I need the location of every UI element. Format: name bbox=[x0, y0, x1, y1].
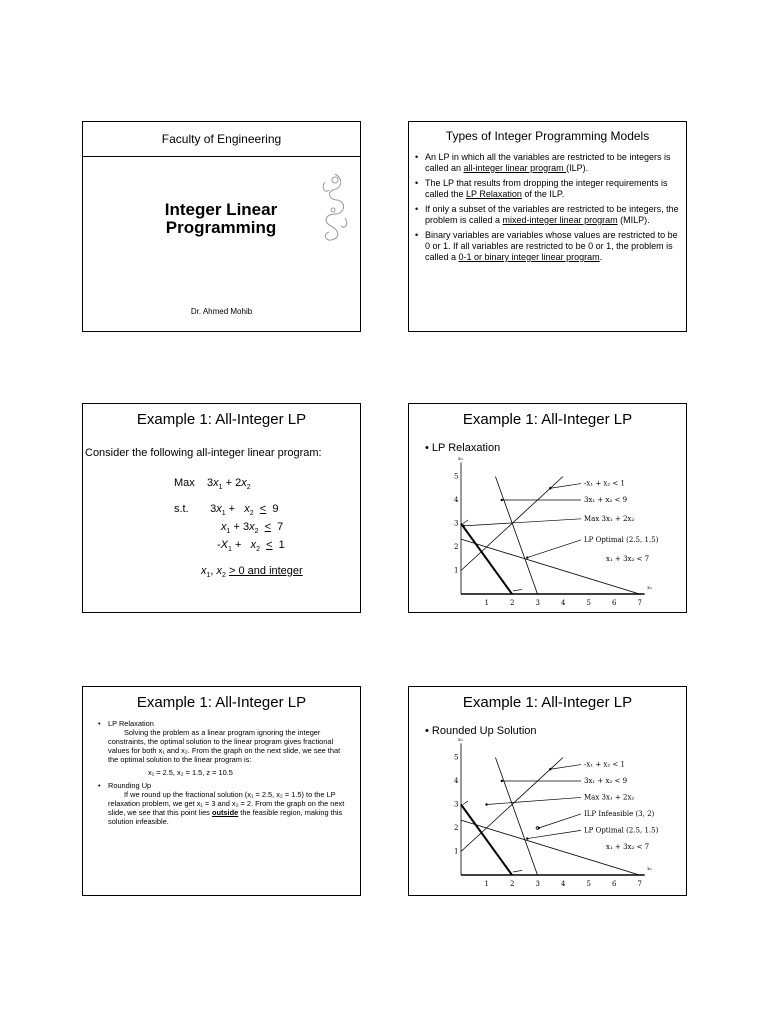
y-tick-label: 2 bbox=[454, 543, 459, 551]
slide-rounded-up-graph bbox=[408, 686, 687, 896]
arrow-head bbox=[462, 525, 464, 527]
x-tick-label: 7 bbox=[637, 599, 642, 607]
x-tick-label: 1 bbox=[484, 880, 489, 888]
slide-title: Types of Integer Programming Models bbox=[445, 129, 650, 143]
constraint-label: -x₁ + x₂ < 1 bbox=[584, 760, 625, 769]
list-item: • LP Relaxation Solving the problem as a linear program ignoring the integer constraints, the optimal solution to the linear program gives fractional values for both x₁ and x₂. From the graph on the next slide, we see that the optimal solution to the linear program is: x₁ = 2.5, x₂ = 1.5, z = 10.5 bbox=[108, 719, 352, 777]
faculty-header: Faculty of Engineering bbox=[83, 122, 360, 157]
constraint-label: 3x₁ + x₂ < 9 bbox=[584, 777, 628, 785]
y-axis-label: x₂ bbox=[458, 456, 463, 463]
objective-line bbox=[461, 805, 512, 876]
x-axis-label: x₁ bbox=[647, 585, 652, 591]
lp-relaxation-graph bbox=[409, 452, 687, 612]
y-tick-label: 1 bbox=[454, 566, 459, 575]
lp-relaxation-text: Solving the problem as a linear program ignoring the integer constraints, the optimal solution to the linear program gives fractional values for both x₁ and x₂. From the graph on the next slide, we see that the optimal solution to the linear program is: bbox=[108, 728, 341, 764]
constraint-label: Max 3x₁ + 2x₂ bbox=[584, 514, 635, 523]
x-axis-label: x₁ bbox=[647, 866, 652, 872]
y-tick-label: 3 bbox=[454, 519, 459, 528]
objective-line bbox=[461, 524, 512, 595]
arrow-head bbox=[526, 837, 528, 839]
x-tick-label: 5 bbox=[586, 880, 591, 888]
bullet-lp-relaxation: • LP Relaxation bbox=[425, 442, 500, 454]
objective: Max $3x_1 + 2x_2$ bbox=[174, 477, 251, 492]
constraint-label: ILP Infeasible (3, 2) bbox=[584, 809, 655, 818]
slide-rounding-text bbox=[82, 686, 361, 896]
nonnegativity: $x_1$, $x_2 > 0$ and integer bbox=[201, 565, 303, 580]
y-tick-label: 5 bbox=[454, 472, 459, 481]
arrow-head bbox=[501, 780, 503, 782]
x-tick-label: 3 bbox=[535, 599, 540, 607]
list-item: • An LP in which all the variables are restricted to be integers is called an all-integer linear program (ILP). bbox=[425, 152, 680, 174]
y-axis-label: x₂ bbox=[458, 737, 463, 744]
y-tick-label: 4 bbox=[454, 777, 459, 785]
slide-title: Example 1: All-Integer LP bbox=[136, 694, 307, 711]
callout-arrow bbox=[464, 519, 581, 526]
constraint-label: LP Optimal (2.5, 1.5) bbox=[584, 535, 659, 544]
types-list bbox=[409, 152, 686, 263]
objective-arrow bbox=[463, 801, 468, 805]
list-item: • If only a subset of the variables are restricted to be integers, the problem is called a mixed-integer linear program (MILP). bbox=[425, 204, 680, 226]
arrow-head bbox=[549, 768, 551, 770]
arrow-head bbox=[549, 487, 551, 489]
constraint-label: 3x₁ + x₂ < 9 bbox=[584, 496, 628, 504]
deck-title bbox=[141, 201, 301, 237]
constraint-line-3 bbox=[461, 539, 640, 594]
constraint-label: Max 3x₁ + 2x₂ bbox=[584, 793, 635, 802]
objective-arrow bbox=[513, 870, 522, 872]
x-tick-label: 3 bbox=[535, 880, 540, 888]
bullet-rounded-up: • Rounded Up Solution bbox=[425, 725, 537, 737]
deck-title-line1: Integer Linear bbox=[164, 200, 278, 219]
arrow-head bbox=[526, 556, 528, 558]
slide-title bbox=[82, 121, 361, 332]
x-tick-label: 2 bbox=[510, 880, 515, 888]
intro-text: Consider the following all-integer linear program: bbox=[85, 447, 322, 459]
callout-arrow bbox=[527, 540, 581, 558]
ornament-icon bbox=[319, 170, 351, 245]
slide-title: Example 1: All-Integer LP bbox=[462, 694, 633, 711]
x-tick-label: 5 bbox=[586, 599, 591, 607]
list-item: • Rounding Up If we round up the fractional solution (x₁ = 2.5, x₂ = 1.5) to the LP relaxation problem, we get x₁ = 3 and x₂ = 2. From the graph on the next slide, we see that this point lies outside the feasible region, making this solution infeasible. bbox=[108, 781, 352, 826]
y-tick-label: 2 bbox=[454, 824, 459, 832]
callout-arrow bbox=[539, 814, 581, 828]
constraint-2: $x_1 + 3x_2 < 7$ bbox=[221, 521, 284, 536]
rounded-up-graph bbox=[409, 733, 687, 893]
y-tick-label: 3 bbox=[454, 800, 459, 809]
constraint-label: x₁ + 3x₂ < 7 bbox=[606, 842, 650, 851]
lp-solution: x₁ = 2.5, x₂ = 1.5, z = 10.5 bbox=[148, 768, 233, 777]
x-tick-label: 7 bbox=[637, 880, 642, 888]
list-item: • The LP that results from dropping the integer requirements is called the LP Relaxation of the ILP. bbox=[425, 178, 680, 200]
callout-arrow bbox=[527, 830, 581, 838]
x-tick-label: 6 bbox=[612, 880, 617, 888]
y-tick-label: 1 bbox=[454, 847, 459, 856]
arrow-head bbox=[485, 803, 487, 805]
constraint-3: $-X_1 + x_2 < 1$ bbox=[217, 539, 285, 554]
objective-arrow bbox=[463, 520, 468, 524]
y-tick-label: 5 bbox=[454, 753, 459, 762]
arrow-head bbox=[501, 499, 503, 501]
explanation-list bbox=[83, 719, 360, 826]
x-tick-label: 2 bbox=[510, 599, 515, 607]
constraint-label: LP Optimal (2.5, 1.5) bbox=[584, 826, 659, 835]
objective-arrow bbox=[513, 589, 522, 591]
callout-arrow bbox=[487, 797, 582, 804]
constraint-line-2 bbox=[495, 477, 537, 595]
y-tick-label: 4 bbox=[454, 496, 459, 504]
rounding-text: If we round up the fractional solution (x₁ = 2.5, x₂ = 1.5) to the LP relaxation problem, we get x₁ = 3 and x₂ = 2. From the graph on the next slide, we see that this point lies outside the feasible region, making this solution infeasible. bbox=[108, 790, 345, 826]
x-tick-label: 6 bbox=[612, 599, 617, 607]
slide-example-model bbox=[82, 403, 361, 613]
slide-title: Example 1: All-Integer LP bbox=[462, 411, 633, 428]
constraint-1: s.t. $3x_1 + x_2 < 9$ bbox=[174, 503, 279, 518]
x-tick-label: 1 bbox=[484, 599, 489, 607]
x-tick-label: 4 bbox=[561, 880, 566, 888]
author-name: Dr. Ahmed Mohib bbox=[190, 307, 253, 316]
deck-title-line2: Programming bbox=[165, 218, 277, 237]
slide-title: Example 1: All-Integer LP bbox=[136, 411, 307, 428]
slide-types bbox=[408, 121, 687, 332]
constraint-line-2 bbox=[495, 758, 537, 876]
slide-lp-relaxation-graph bbox=[408, 403, 687, 613]
constraint-label: x₁ + 3x₂ < 7 bbox=[606, 554, 650, 563]
list-item: • Binary variables are variables whose values are restricted to be 0 or 1. If all variables are restricted to be 0 or 1, the problem is called a 0-1 or binary integer linear program. bbox=[425, 230, 680, 263]
constraint-label: -x₁ + x₂ < 1 bbox=[584, 479, 625, 488]
x-tick-label: 4 bbox=[561, 599, 566, 607]
